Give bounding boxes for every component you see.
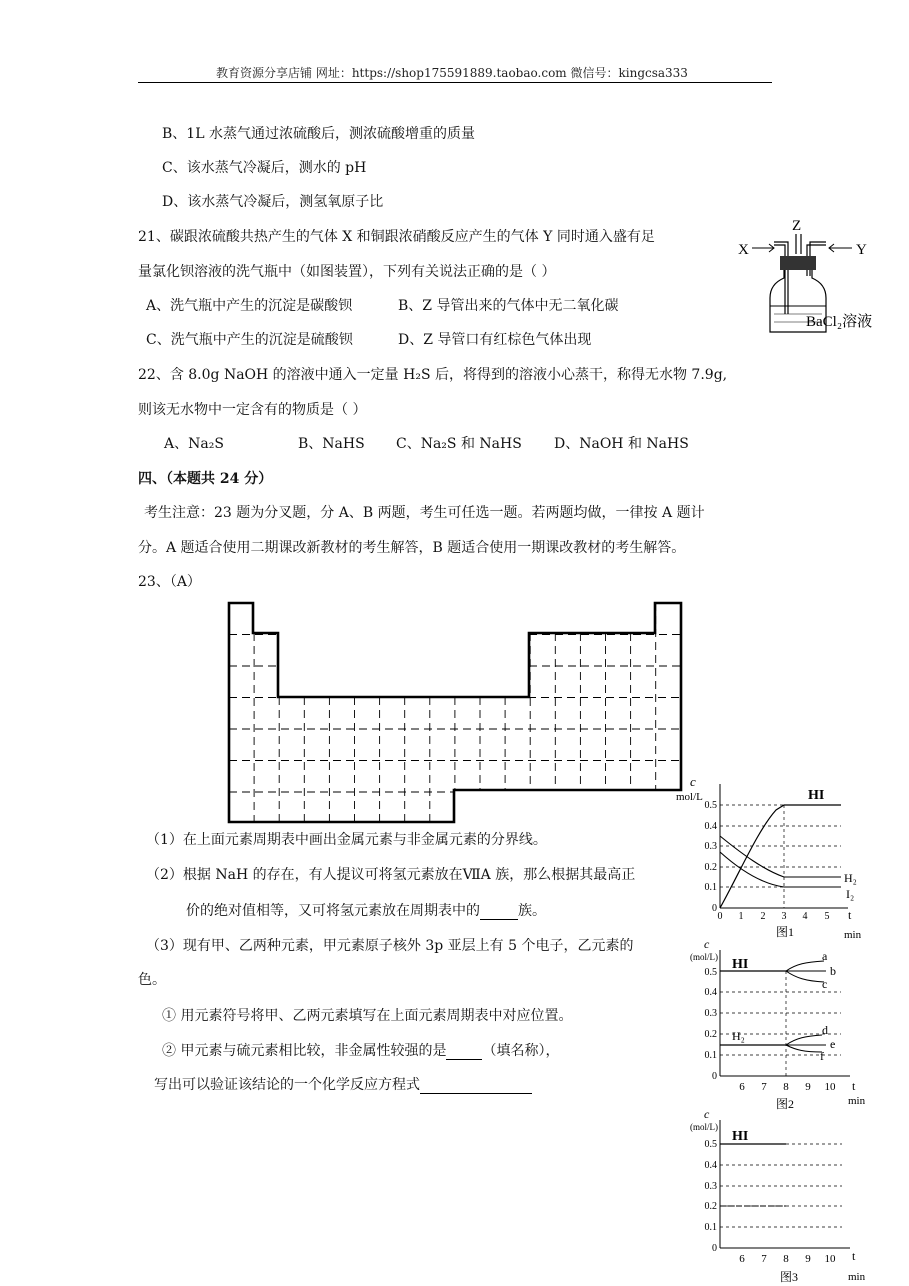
q22-option-b: B、NaHS (298, 436, 365, 452)
fig2-label-b: b (830, 964, 836, 978)
q23-part2-line2 (186, 900, 546, 920)
fig1-h2-curve (720, 836, 841, 877)
periodic-table-outline (226, 600, 686, 830)
q21-option-a: A、洗气瓶中产生的沉淀是碳酸钡 (146, 298, 353, 314)
fig2-ytick-3: 0.3 (704, 1008, 717, 1019)
q21-stem-line2: 量氯化钡溶液的洗气瓶中（如图装置），下列有关说法正确的是（ ） (138, 264, 556, 280)
q23-part2-text: 价的绝对值相等，又可将氢元素放在周期表中的 (186, 903, 480, 919)
q22-stem-line1: 22、含 8.0g NaOH 的溶液中通入一定量 H₂S 后，将得到的溶液小心蒸干，称得无水物 7.9g, (138, 367, 728, 383)
fig2-ytick-0: 0 (712, 1071, 717, 1082)
page-header: 教育资源分享店铺 网址：https://shop175591889.taobao.com 微信号：kingcsa333 (216, 66, 688, 80)
fig2-label-c: c (822, 977, 828, 991)
q23-part2-suffix: 族。 (518, 903, 546, 919)
fig1-caption: 图1 (776, 925, 795, 939)
fig2-xtick-8: 8 (783, 1081, 789, 1093)
fig2-curve-c (786, 971, 824, 982)
fig1-xtick-2: 2 (760, 911, 766, 922)
fig1-i2-label: I₂ (846, 887, 855, 901)
fig2-curve-a (786, 961, 824, 971)
fig2-xtick-9: 9 (805, 1081, 811, 1093)
figure-2-graph (676, 938, 876, 1110)
fig2-t-label: t (852, 1079, 856, 1093)
fig2-xtick-10: 10 (824, 1081, 836, 1093)
fig1-ytick-5: 0.5 (704, 800, 717, 811)
fig2-label-f: f (820, 1049, 824, 1063)
fig1-ytick-3: 0.3 (704, 841, 717, 852)
q23-subq3-text: 写出可以验证该结论的一个化学反应方程式 (154, 1077, 420, 1093)
fig3-ytick-5: 0.5 (704, 1139, 717, 1150)
fig3-caption: 图3 (780, 1270, 799, 1284)
answer-blank-group[interactable] (480, 903, 518, 920)
fig2-ytick-1: 0.1 (704, 1050, 717, 1061)
fig1-ytick-0: 0 (712, 903, 717, 914)
fig3-xtick-9: 9 (805, 1253, 811, 1265)
q22-option-c: C、Na₂S 和 NaHS (396, 436, 522, 452)
fig2-label-d: d (822, 1023, 828, 1037)
fig3-hi-label: HI (732, 1129, 749, 1144)
fig2-c-label: c (704, 938, 710, 951)
q23-part1: （1）在上面元素周期表中画出金属元素与非金属元素的分界线。 (146, 832, 547, 848)
q23-subq2 (162, 1040, 559, 1060)
section-4-note-line2: 分。A 题适合使用二期课改新教材的考生解答，B 题适合使用一期课改教材的考生解答。 (138, 540, 686, 556)
fig2-ytick-2: 0.2 (704, 1029, 717, 1040)
q22-stem-line2: 则该无水物中一定含有的物质是（ ） (138, 402, 367, 418)
q21-option-d: D、Z 导管口有红棕色气体出现 (398, 332, 592, 348)
fig2-curve-d (786, 1035, 822, 1045)
fig1-ytick-4: 0.4 (704, 821, 717, 832)
fig2-ytick-5: 0.5 (704, 967, 717, 978)
fig1-ytick-1: 0.1 (704, 882, 717, 893)
fig1-xtick-5: 5 (824, 911, 830, 922)
fig3-ytick-4: 0.4 (704, 1160, 717, 1171)
q20-option-b: B、1L 水蒸气通过浓硫酸后，测浓硫酸增重的质量 (162, 126, 475, 142)
fig3-t-label: t (852, 1249, 856, 1263)
fig2-curve-f (786, 1045, 822, 1052)
fig1-min-label: min (844, 929, 862, 941)
fig3-ytick-2: 0.2 (704, 1201, 717, 1212)
fig3-c-label: c (704, 1107, 710, 1121)
q23-part2-line1: （2）根据 NaH 的存在，有人提议可将氢元素放在ⅦA 族，那么根据其最高正 (146, 867, 636, 883)
fig2-hi-label: HI (732, 957, 749, 972)
q23-subq2-suffix: （填名称）， (482, 1043, 560, 1059)
q22-option-d: D、NaOH 和 NaHS (554, 436, 689, 452)
fig2-ytick-4: 0.4 (704, 987, 717, 998)
fig3-ytick-0: 0 (712, 1243, 717, 1254)
header-rule (138, 82, 772, 83)
q23-part3-line1: （3）现有甲、乙两种元素，甲元素原子核外 3p 亚层上有 5 个电子，乙元素的 (146, 938, 634, 954)
q23-label: 23、（A） (138, 574, 201, 590)
q21-stem-line1: 21、碳跟浓硫酸共热产生的气体 X 和铜跟浓硝酸反应产生的气体 Y 同时通入盛有足 (138, 229, 655, 245)
q22-option-a: A、Na₂S (164, 436, 224, 452)
fig1-h2-label: H₂ (844, 871, 857, 885)
bottle-label-z: Z (792, 218, 802, 234)
fig3-unit-label: (mol/L) (690, 1122, 718, 1132)
q21-option-c: C、洗气瓶中产生的沉淀是硫酸钡 (146, 332, 353, 348)
fig1-xtick-1: 1 (738, 911, 744, 922)
fig1-t-label: t (848, 908, 852, 922)
gas-washing-bottle-figure (734, 214, 894, 338)
figure-3-graph (676, 1104, 876, 1286)
answer-blank-equation[interactable] (420, 1077, 532, 1094)
fig3-xtick-6: 6 (739, 1253, 745, 1265)
fig2-h2-label: H₂ (732, 1029, 745, 1043)
fig3-ytick-1: 0.1 (704, 1222, 717, 1233)
bottle-label-x: X (738, 242, 749, 258)
fig1-hi-curve (720, 805, 841, 908)
fig1-i2-curve (720, 852, 841, 887)
answer-blank-element-name[interactable] (446, 1043, 482, 1060)
q23-subq2-text: ② 甲元素与硫元素相比较，非金属性较强的是 (162, 1043, 447, 1059)
section-4-title: 四、（本题共 24 分） (138, 471, 273, 487)
fig3-ytick-3: 0.3 (704, 1181, 717, 1192)
fig2-caption: 图2 (776, 1097, 795, 1110)
q21-option-b: B、Z 导管出来的气体中无二氧化碳 (398, 298, 619, 314)
fig2-label-e: e (830, 1037, 836, 1051)
fig3-min-label: min (848, 1271, 866, 1283)
fig2-min-label: min (848, 1095, 866, 1107)
fig1-xtick-0: 0 (717, 911, 723, 922)
fig2-xtick-6: 6 (739, 1081, 745, 1093)
fig1-hi-label: HI (808, 788, 825, 803)
bottle-label-y: Y (856, 242, 867, 258)
section-4-note-line1: 考生注意：23 题为分叉题，分 A、B 两题，考生可任选一题。若两题均做，一律按 A 题计 (144, 505, 705, 521)
fig3-xtick-10: 10 (824, 1253, 836, 1265)
q23-subq3 (154, 1074, 532, 1094)
fig3-xtick-7: 7 (761, 1253, 767, 1265)
figure-1-graph (676, 772, 876, 944)
fig2-xtick-7: 7 (761, 1081, 767, 1093)
q20-option-d: D、该水蒸气冷凝后，测氢氧原子比 (162, 194, 384, 210)
fig1-ytick-2: 0.2 (704, 862, 717, 873)
fig1-unit-label: mol/L (676, 791, 703, 803)
fig2-label-a: a (822, 949, 828, 963)
fig1-c-label: c (690, 774, 696, 789)
fig2-unit-label: (mol/L) (690, 952, 718, 962)
fig1-xtick-3: 3 (781, 911, 787, 922)
bottle-solution-label: BaCl₂溶液 (806, 314, 873, 330)
fig3-xtick-8: 8 (783, 1253, 789, 1265)
q20-option-c: C、该水蒸气冷凝后，测水的 pH (162, 160, 367, 176)
q23-subq1: ① 用元素符号将甲、乙两元素填写在上面元素周期表中对应位置。 (162, 1008, 573, 1024)
q23-part3-line2: 色。 (138, 972, 166, 988)
fig1-xtick-4: 4 (802, 911, 808, 922)
